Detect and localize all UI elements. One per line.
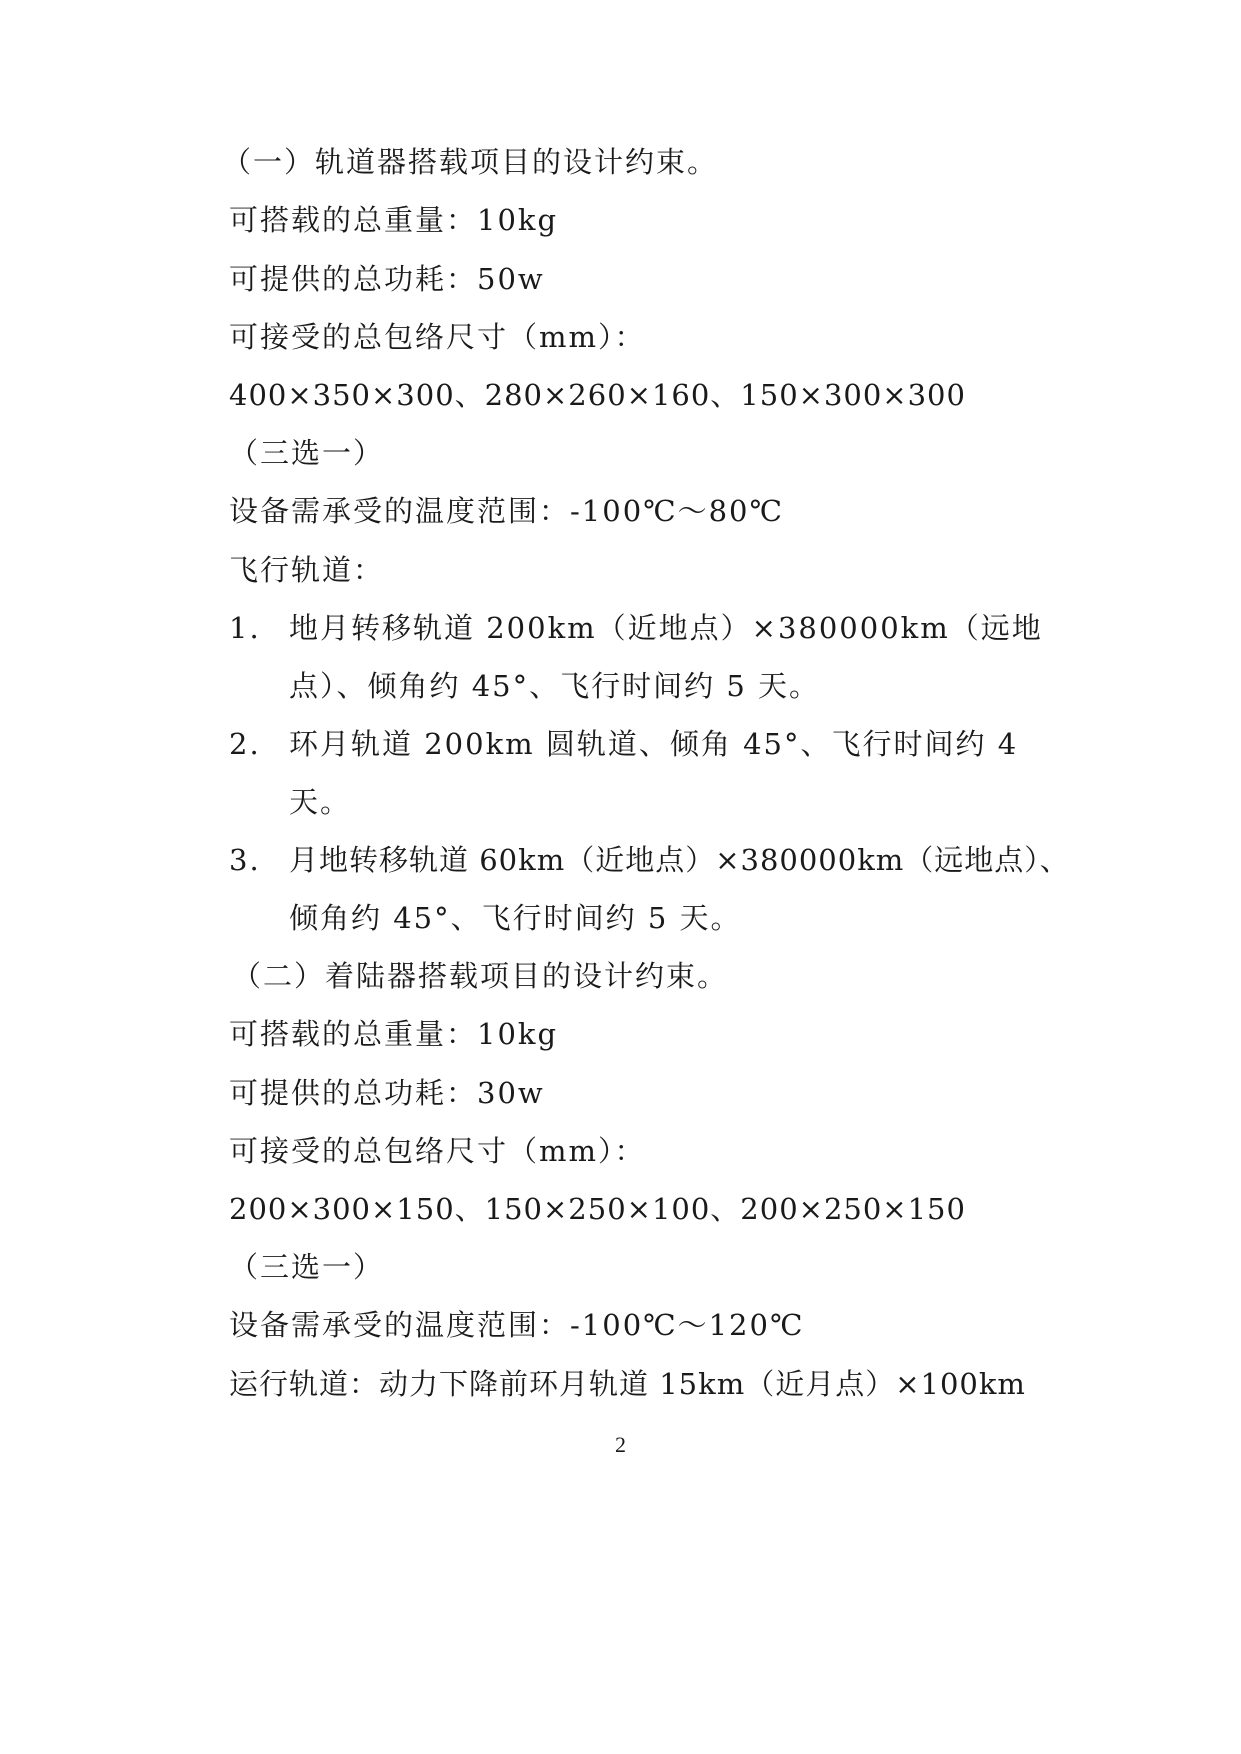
section2-envelope-values: 200×300×150、150×250×100、200×250×150 xyxy=(229,1192,966,1226)
list-item-number: 3. xyxy=(229,843,261,877)
list-item-number: 1. xyxy=(229,611,261,645)
section1-envelope-values: 400×350×300、280×260×160、150×300×300 xyxy=(229,378,966,412)
page-number: 2 xyxy=(615,1432,626,1457)
section2-envelope-label: 可接受的总包络尺寸（mm）： xyxy=(229,1134,646,1168)
list-item xyxy=(229,608,1043,648)
section1-envelope-label: 可接受的总包络尺寸（mm）： xyxy=(229,320,646,354)
section2-power: 可提供的总功耗：30w xyxy=(229,1076,545,1110)
section1-heading: （一）轨道器搭载项目的设计约束。 xyxy=(222,145,719,179)
section2-temperature: 设备需承受的温度范围：-100℃～120℃ xyxy=(229,1308,805,1342)
list-item-number: 2. xyxy=(229,727,261,761)
section2-heading: （二）着陆器搭载项目的设计约束。 xyxy=(232,959,729,993)
list-item-text: 地月转移轨道 200km（近地点）×380000km（远地 xyxy=(289,611,1043,645)
list-item-continuation: 天。 xyxy=(289,785,352,819)
section1-power: 可提供的总功耗：50w xyxy=(229,262,545,296)
section1-weight: 可搭载的总重量：10kg xyxy=(229,203,559,237)
section1-choice-note: （三选一） xyxy=(229,436,385,470)
section2-choice-note: （三选一） xyxy=(229,1250,385,1284)
section1-orbit-label: 飞行轨道： xyxy=(229,553,385,587)
list-item xyxy=(229,840,1070,880)
list-item xyxy=(229,724,1019,764)
section2-weight: 可搭载的总重量：10kg xyxy=(229,1017,559,1051)
list-item-text: 环月轨道 200km 圆轨道、倾角 45°、飞行时间约 4 xyxy=(289,727,1019,761)
list-item-text: 月地转移轨道 60km（近地点）×380000km（远地点）、 xyxy=(289,843,1070,877)
list-item-continuation: 倾角约 45°、飞行时间约 5 天。 xyxy=(289,901,742,935)
section2-orbit-line: 运行轨道：动力下降前环月轨道 15km（近月点）×100km xyxy=(229,1367,1026,1401)
list-item-continuation: 点）、倾角约 45°、飞行时间约 5 天。 xyxy=(289,669,821,703)
section1-temperature: 设备需承受的温度范围：-100℃～80℃ xyxy=(229,494,784,528)
